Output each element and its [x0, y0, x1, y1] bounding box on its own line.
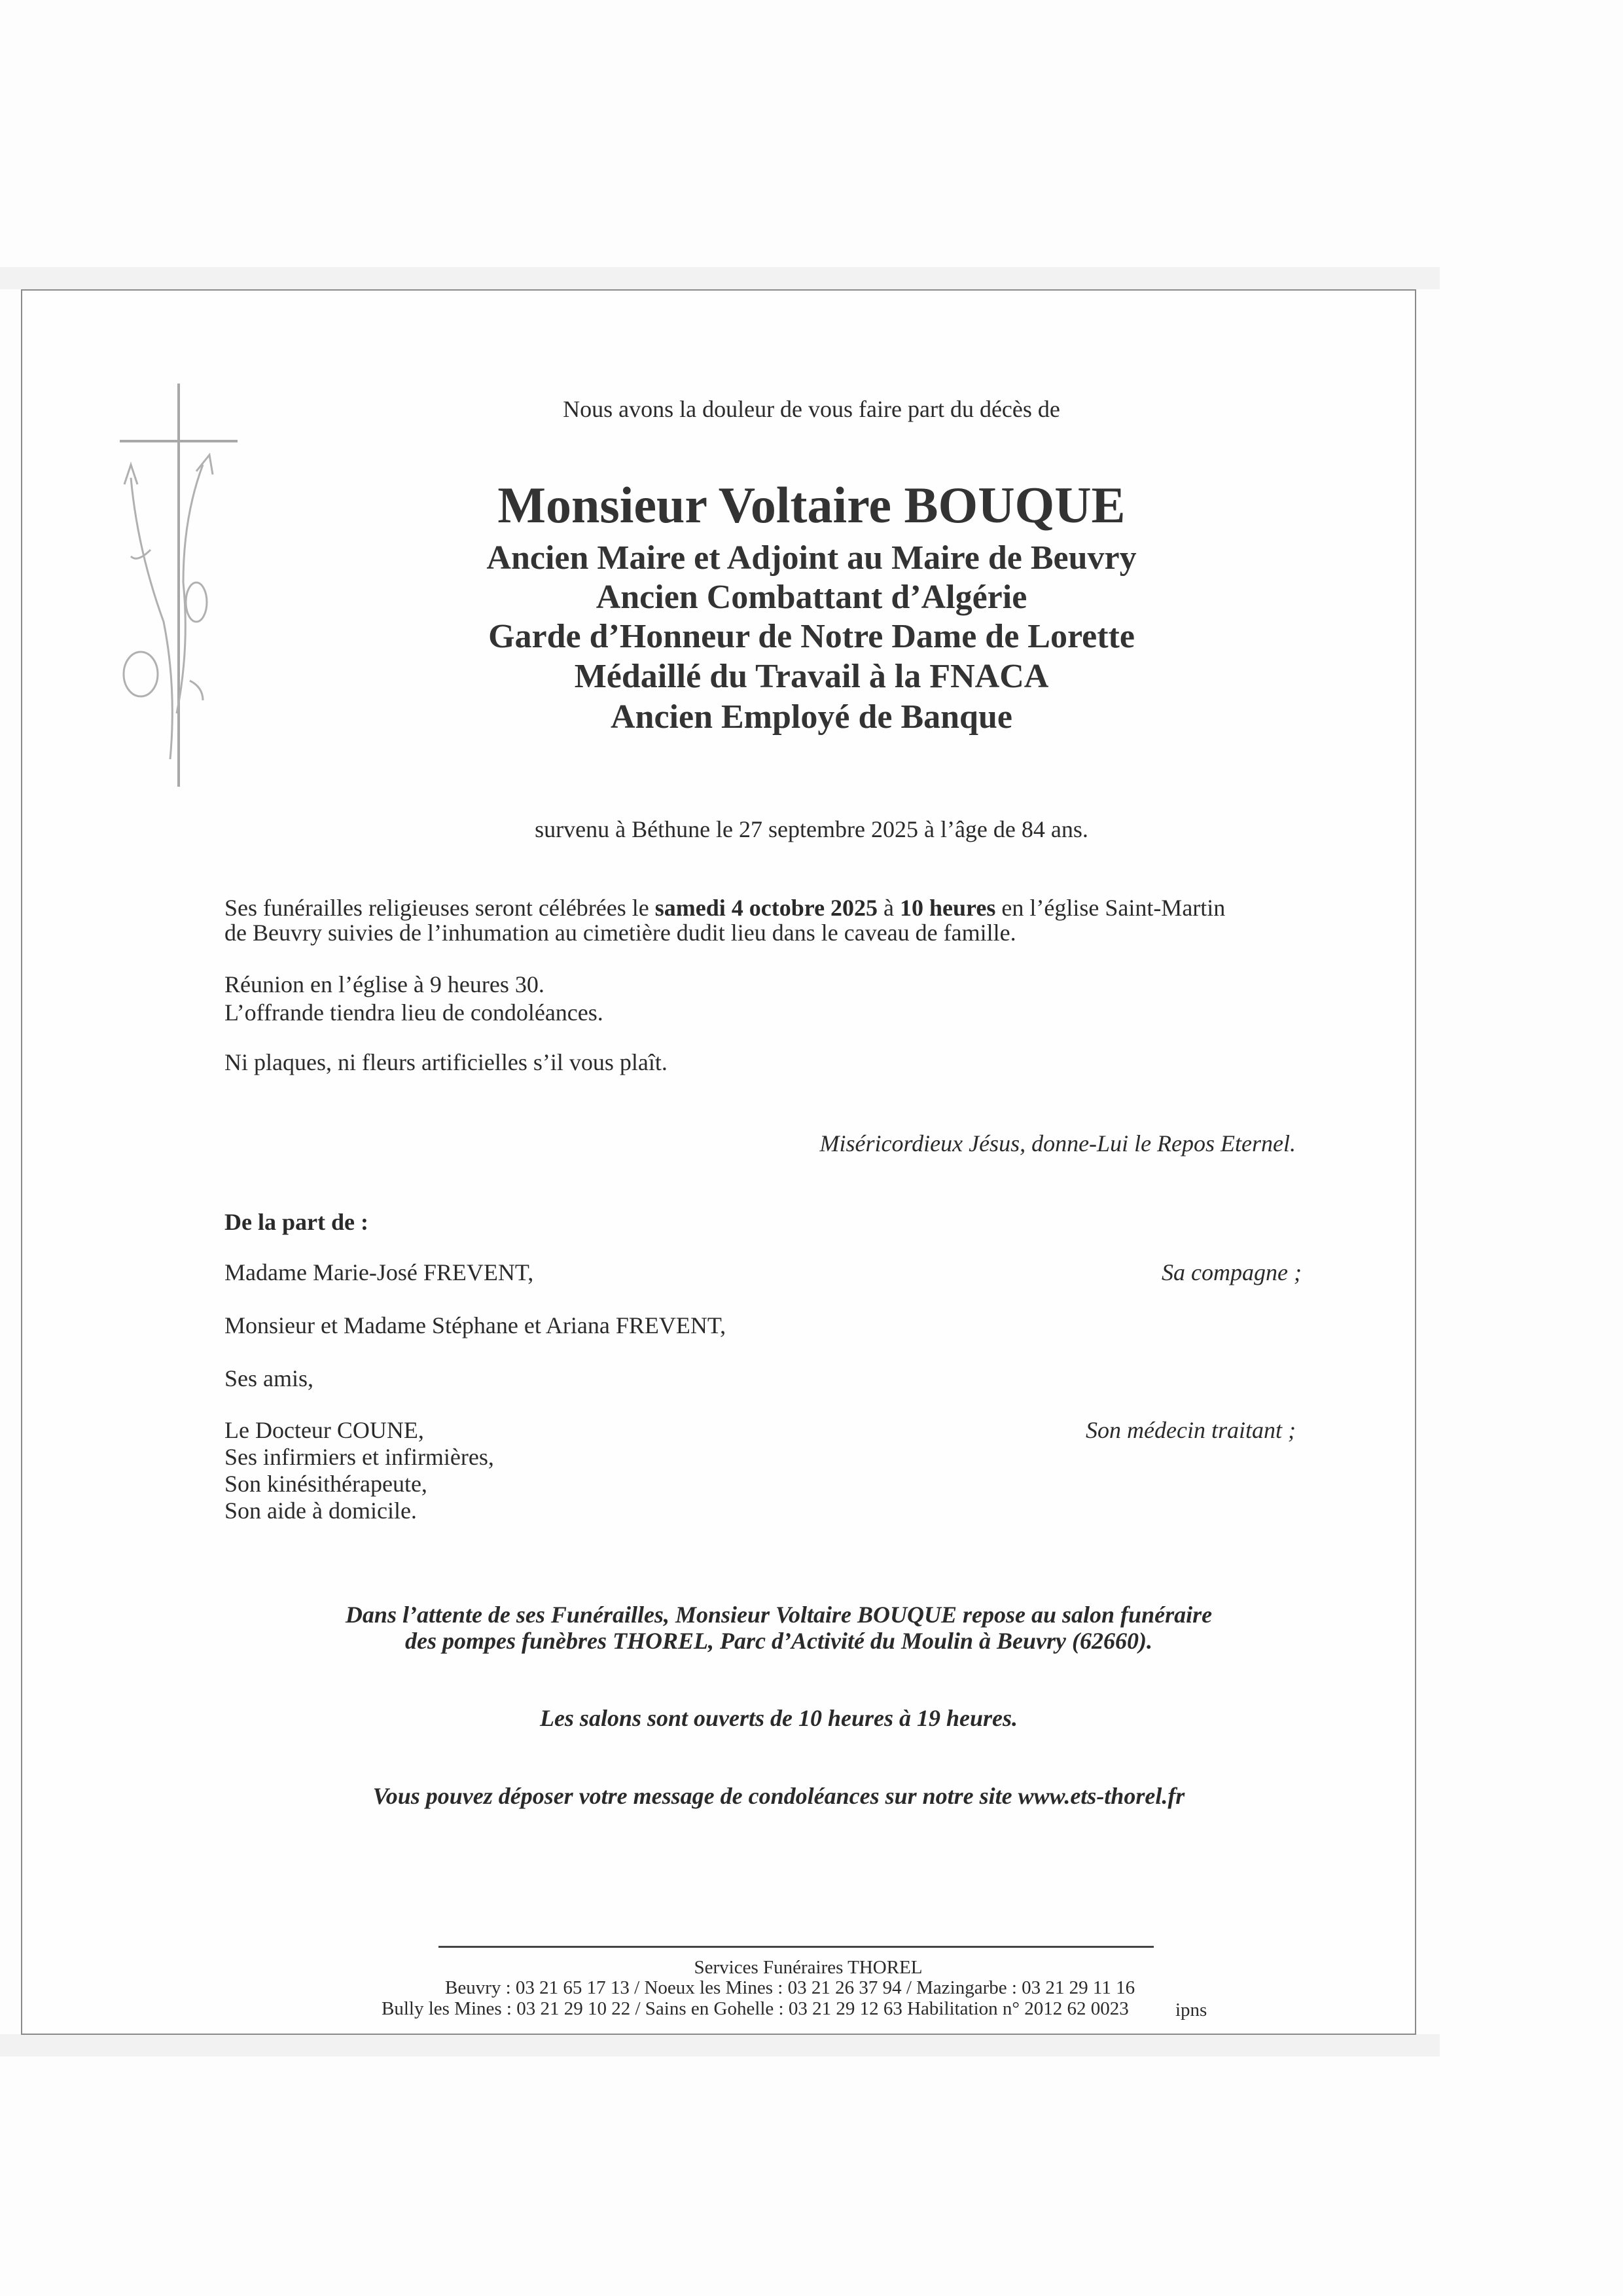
prayer-text: Miséricordieux Jésus, donne-Lui le Repos Eternel. [819, 1130, 1296, 1157]
footer-phones-2: Bully les Mines : 03 21 29 10 22 / Sains en Gohelle : 03 21 29 12 63 Habilitation n° 2012 62 0023 [382, 1998, 1129, 2019]
notice-line-1: Dans l’attente de ses Funérailles, Monsieur Voltaire BOUQUE repose au salon funéraire [345, 1602, 1213, 1628]
footer-phones-1: Beuvry : 03 21 65 17 13 / Noeux les Mines : 03 21 26 37 94 / Mazingarbe : 03 21 29 11 16 [445, 1977, 1135, 1998]
medical-relation: Son médecin traitant ; [1086, 1417, 1296, 1443]
scan-shadow-top [0, 267, 1440, 289]
medical-line: Son kinésithérapeute, [224, 1471, 427, 1497]
medical-line: Ses infirmiers et infirmières, [224, 1444, 494, 1470]
funeral-line-1: Ses funérailles religieuses seront célébrées le samedi 4 octobre 2025 à 10 heures en l’église Saint-Martin [224, 895, 1226, 921]
medical-line: Le Docteur COUNE, [224, 1417, 424, 1443]
title-line: Ancien Maire et Adjoint au Maire de Beuvry [486, 539, 1137, 577]
website-notice: Vous pouvez déposer votre message de condoléances sur notre site www.ets-thorel.fr [372, 1783, 1185, 1809]
title-line: Garde d’Honneur de Notre Dame de Lorette [488, 618, 1135, 655]
funeral-line-2: de Beuvry suivies de l’inhumation au cimetière dudit lieu dans le caveau de famille. [224, 920, 1016, 946]
medical-line: Son aide à domicile. [224, 1498, 417, 1524]
footer-company: Services Funéraires THOREL [694, 1957, 923, 1978]
family-member: Ses amis, [224, 1365, 314, 1391]
deceased-name: Monsieur Voltaire BOUQUE [497, 476, 1126, 533]
scan-shadow-bottom [0, 2034, 1440, 2056]
title-line: Ancien Employé de Banque [611, 698, 1012, 736]
printer-mark: ipns [1175, 2000, 1207, 2020]
family-relation: Sa compagne ; [1162, 1259, 1302, 1285]
family-member: Monsieur et Madame Stéphane et Ariana FREVENT, [224, 1312, 726, 1338]
family-member: Madame Marie-José FREVENT, [224, 1259, 534, 1285]
death-info: survenu à Béthune le 27 septembre 2025 à l’âge de 84 ans. [535, 816, 1088, 842]
footer-divider [438, 1946, 1154, 1948]
intro-text: Nous avons la douleur de vous faire part du décès de [563, 396, 1060, 422]
notice-line-2: des pompes funèbres THOREL, Parc d’Activité du Moulin à Beuvry (62660). [405, 1628, 1152, 1654]
salon-hours: Les salons sont ouverts de 10 heures à 19 heures. [539, 1705, 1018, 1731]
no-flowers-text: Ni plaques, ni fleurs artificielles s’il vous plaît. [224, 1049, 668, 1075]
offering-text: L’offrande tiendra lieu de condoléances. [224, 999, 603, 1026]
title-line: Médaillé du Travail à la FNACA [574, 658, 1049, 695]
title-line: Ancien Combattant d’Algérie [596, 579, 1027, 616]
meeting-text: Réunion en l’église à 9 heures 30. [224, 971, 544, 997]
from-label: De la part de : [224, 1209, 368, 1235]
